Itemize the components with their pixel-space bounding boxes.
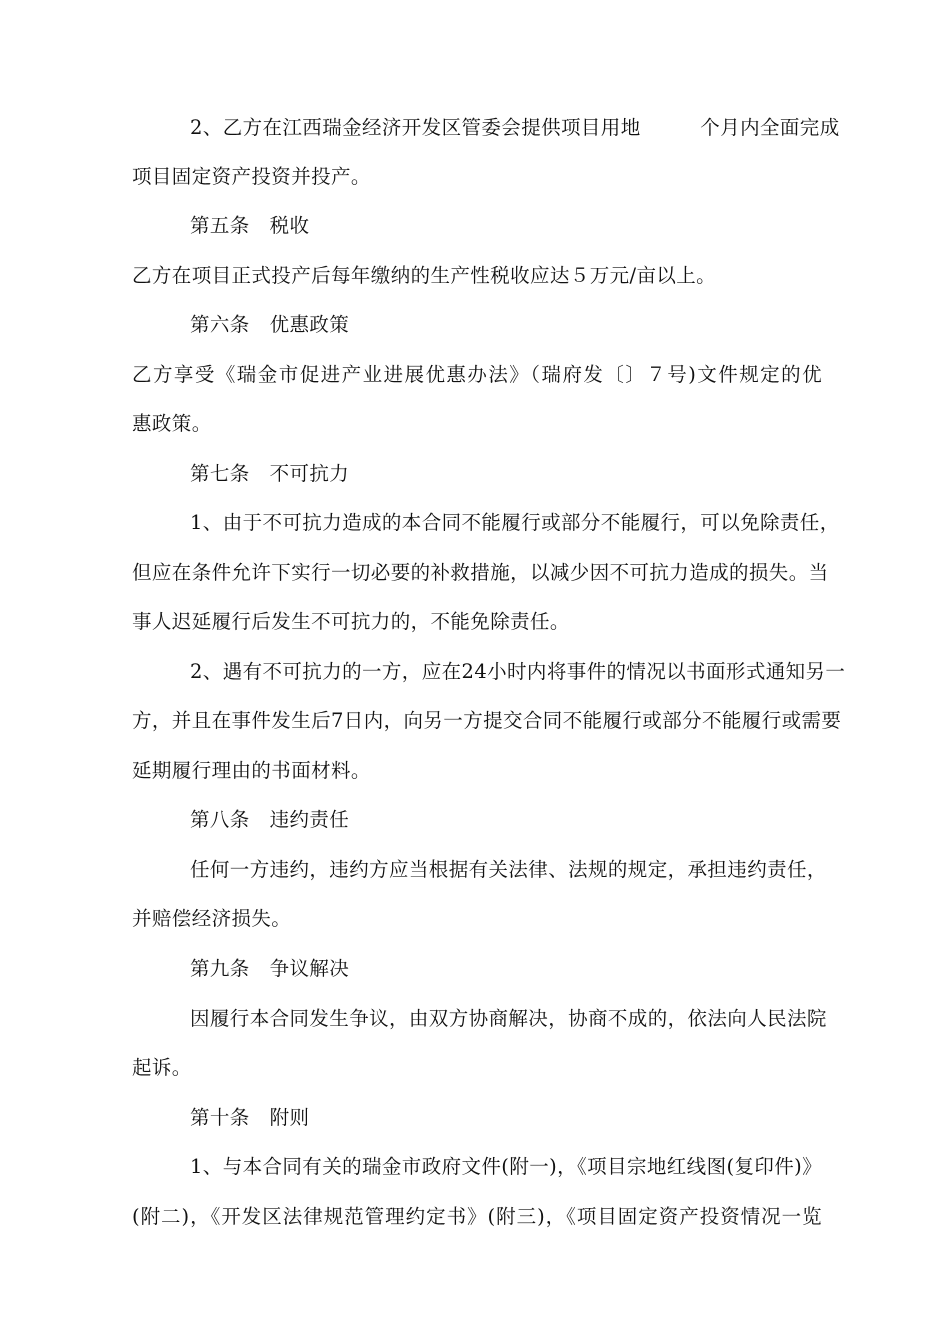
clause-7-item-2-line-2: 方，并且在事件发生后7日内，向另一方提交合同不能履行或部分不能履行或需要	[132, 709, 842, 732]
clause-7-item-2-line-1: 2、遇有不可抗力的一方，应在24小时内将事件的情况以书面形式通知另一	[190, 660, 846, 683]
clause-7-item-1-line-1: 1、由于不可抗力造成的本合同不能履行或部分不能履行，可以免除责任，	[190, 511, 840, 534]
clause-7-item-1-line-2: 但应在条件允许下实行一切必要的补救措施，以减少因不可抗力造成的损失。当	[132, 561, 829, 584]
clause-9-text-line-2: 起诉。	[132, 1056, 192, 1079]
clause-7-item-2-line-3: 延期履行理由的书面材料。	[132, 759, 371, 782]
clause-10-item-1-line-1: 1、与本合同有关的瑞金市政府文件(附一)，《项目宗地红线图(复印件)》	[190, 1155, 823, 1178]
clause-6-heading: 第六条 优惠政策	[190, 313, 350, 336]
clause-7-heading: 第七条 不可抗力	[190, 462, 350, 485]
clause-10-item-1-line-2: (附二)，《开发区法律规范管理约定书》(附三)，《项目固定资产投资情况一览	[132, 1205, 822, 1228]
clause-8-text-line-1: 任何一方违约，违约方应当根据有关法律、法规的规定，承担违约责任，	[190, 858, 827, 881]
clause-5-heading: 第五条 税收	[190, 214, 310, 237]
clause-9-heading: 第九条 争议解决	[190, 957, 350, 980]
clause-8-text-line-2: 并赔偿经济损失。	[132, 907, 292, 930]
clause-10-heading: 第十条 附则	[190, 1106, 310, 1129]
clause-6-text-line-2: 惠政策。	[132, 412, 212, 435]
clause-8-heading: 第八条 违约责任	[190, 808, 350, 831]
clause-9-text-line-1: 因履行本合同发生争议，由双方协商解决，协商不成的，依法向人民法院	[190, 1007, 827, 1030]
clause-4-item-2-line-1: 2、乙方在江西瑞金经济开发区管委会提供项目用地 个月内全面完成	[190, 116, 840, 139]
clause-5-text: 乙方在项目正式投产后每年缴纳的生产性税收应达５万元/亩以上。	[132, 264, 717, 287]
clause-7-item-1-line-3: 事人迟延履行后发生不可抗力的，不能免除责任。	[132, 610, 570, 633]
clause-4-item-2-line-2: 项目固定资产投资并投产。	[132, 165, 371, 188]
clause-6-text-line-1: 乙方享受《瑞金市促进产业进展优惠办法》（瑞府发〔〕７号)文件规定的优	[132, 363, 822, 386]
